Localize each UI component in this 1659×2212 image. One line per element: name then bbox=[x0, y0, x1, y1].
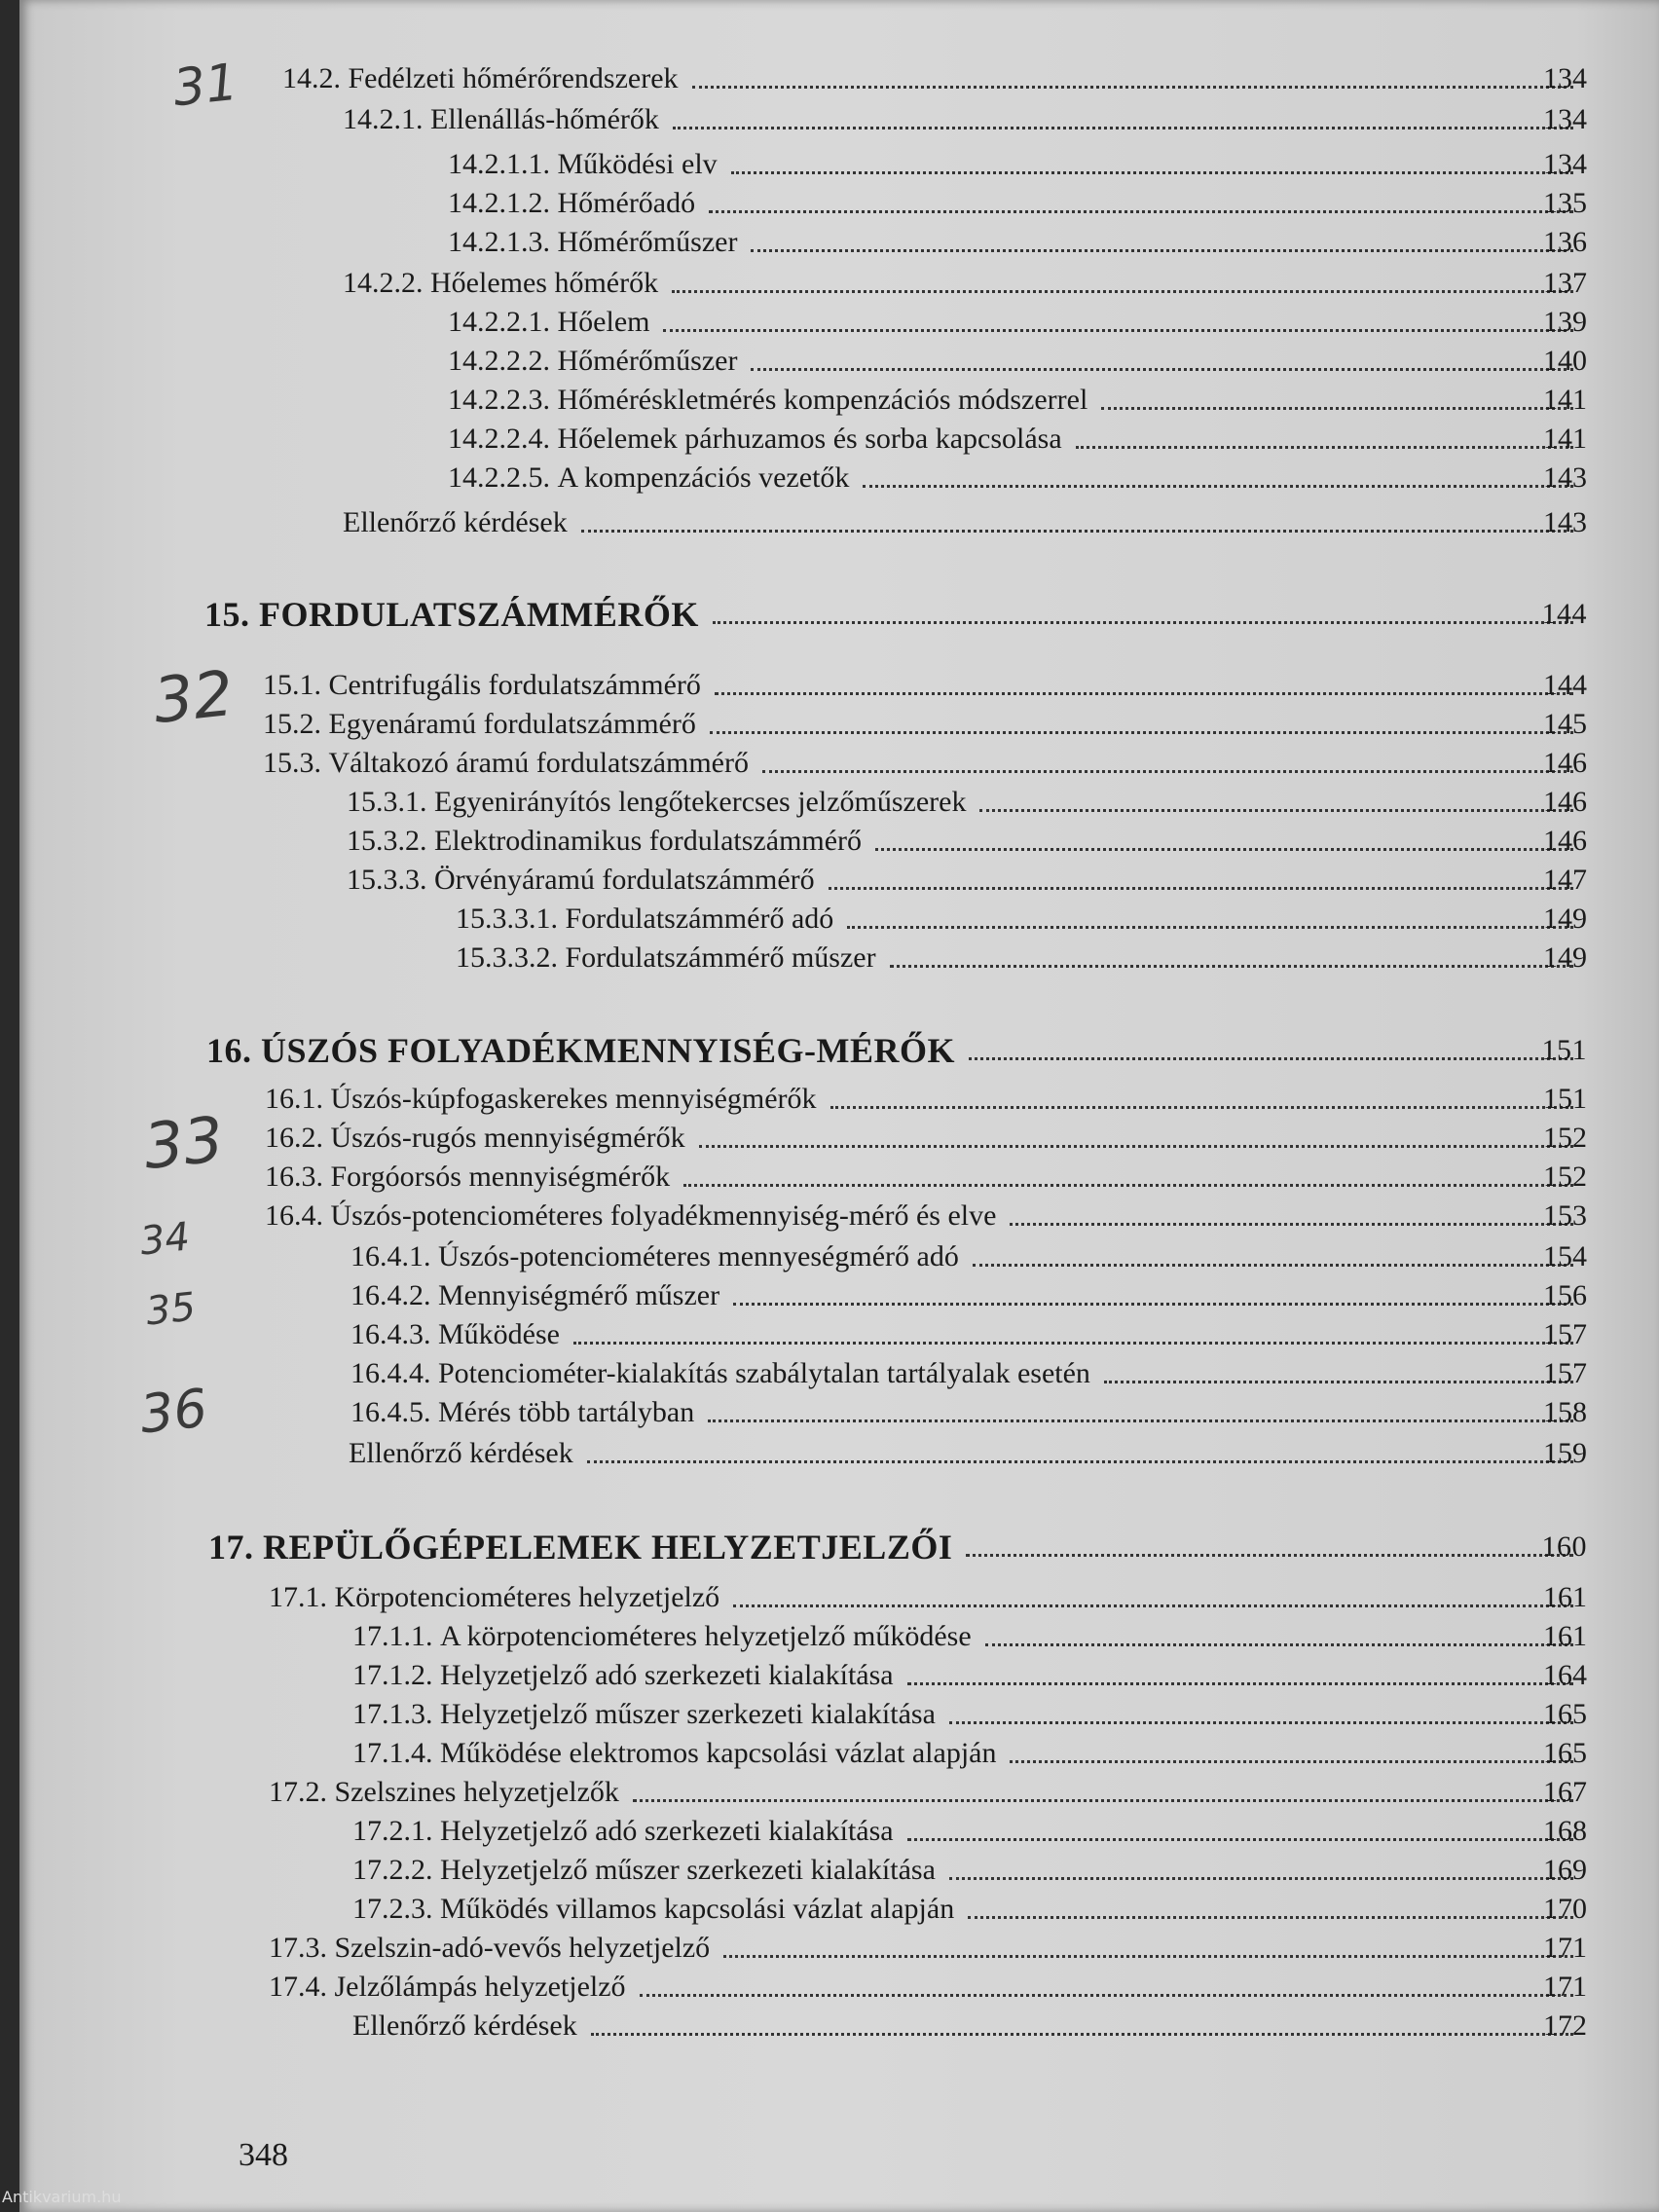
handwritten-note: 31 bbox=[170, 53, 241, 119]
dot-leader bbox=[692, 86, 1573, 89]
entry-title: Centrifugális fordulatszámmérő bbox=[328, 669, 701, 701]
dot-leader bbox=[762, 770, 1573, 773]
entry-title: Mérés több tartályban bbox=[438, 1396, 695, 1428]
dot-leader bbox=[699, 1145, 1573, 1148]
entry-number: 14.2.2.4. bbox=[448, 423, 550, 455]
entry-page: 147 bbox=[1543, 864, 1587, 896]
dot-leader bbox=[673, 127, 1573, 129]
toc-entry bbox=[350, 1355, 1587, 1392]
entry-title: Úszós-kúpfogaskerekes mennyiségmérők bbox=[330, 1083, 817, 1115]
entry-number: 15.3.1. bbox=[347, 786, 427, 818]
handwritten-note: 36 bbox=[136, 1377, 210, 1446]
toc-entry bbox=[448, 421, 1587, 458]
entry-number: 16.2. bbox=[265, 1122, 323, 1154]
dot-leader bbox=[731, 171, 1573, 174]
entry-page: 137 bbox=[1543, 267, 1587, 299]
entry-title: FORDULATSZÁMMÉRŐK bbox=[259, 595, 699, 634]
toc-entry bbox=[347, 862, 1587, 899]
handwritten-note: 32 bbox=[150, 657, 238, 739]
dot-leader bbox=[713, 621, 1573, 624]
toc-entry bbox=[263, 667, 1587, 704]
toc-entry bbox=[448, 224, 1587, 261]
entry-page: 151 bbox=[1541, 1034, 1587, 1066]
dot-leader bbox=[708, 1419, 1573, 1422]
entry-title: A kompenzációs vezetők bbox=[557, 461, 850, 494]
handwritten-note: 35 bbox=[143, 1284, 199, 1335]
entry-number: 17.2.1. bbox=[352, 1815, 433, 1847]
entry-title: Működési elv bbox=[557, 148, 718, 180]
entry-page: 146 bbox=[1543, 747, 1587, 779]
dot-leader bbox=[979, 809, 1573, 812]
entry-number: 16.4.2. bbox=[350, 1279, 431, 1311]
entry-title: Hőelem bbox=[557, 306, 650, 338]
entry-page: 157 bbox=[1543, 1318, 1587, 1350]
entry-page: 143 bbox=[1543, 506, 1587, 538]
entry-number: 15.3.3.2. bbox=[456, 941, 558, 974]
dot-leader bbox=[683, 1184, 1573, 1187]
toc-entry bbox=[350, 1238, 1587, 1275]
entry-number: 16.4.3. bbox=[350, 1318, 431, 1350]
entry-title: Úszós-rugós mennyiségmérők bbox=[330, 1122, 685, 1154]
entry-title: REPÜLŐGÉPELEMEK HELYZETJELZŐI bbox=[263, 1528, 953, 1567]
entry-title: Helyzetjelző adó szerkezeti kialakítása bbox=[440, 1815, 894, 1847]
dot-leader bbox=[723, 1955, 1573, 1958]
entry-number: 17.2.2. bbox=[352, 1854, 433, 1886]
toc-entry bbox=[347, 823, 1587, 860]
entry-title: Potenciométer-kialakítás szabálytalan tartályalak esetén bbox=[438, 1357, 1090, 1389]
entry-title: Szelszin-adó-vevős helyzetjelző bbox=[334, 1932, 711, 1964]
watermark: Antikvarium.hu bbox=[2, 2188, 122, 2206]
entry-number: 17.2. bbox=[269, 1776, 327, 1808]
entry-number: 15.3.2. bbox=[347, 825, 427, 857]
toc-entry bbox=[265, 1081, 1587, 1118]
entry-page: 170 bbox=[1543, 1893, 1587, 1925]
entry-page: 141 bbox=[1543, 384, 1587, 416]
entry-page: 165 bbox=[1543, 1698, 1587, 1730]
entry-number: 14.2.2.1. bbox=[448, 306, 550, 338]
toc-entry bbox=[269, 1774, 1587, 1811]
dot-leader bbox=[751, 249, 1573, 252]
entry-page: 145 bbox=[1543, 708, 1587, 740]
entry-title: Fordulatszámmérő műszer bbox=[565, 941, 876, 974]
dot-leader bbox=[1104, 1381, 1573, 1383]
toc-entry bbox=[269, 1969, 1587, 2006]
entry-title: Elektrodinamikus fordulatszámmérő bbox=[434, 825, 863, 857]
entry-title: Ellenőrző kérdések bbox=[352, 2009, 577, 2042]
dot-leader bbox=[672, 290, 1573, 293]
entry-number: 14.2.2.2. bbox=[448, 345, 550, 377]
entry-title: Fedélzeti hőmérőrendszerek bbox=[348, 62, 679, 94]
dot-leader bbox=[969, 1057, 1573, 1060]
dot-leader bbox=[581, 530, 1573, 533]
toc-entry bbox=[269, 1579, 1587, 1616]
entry-number: 16.4.4. bbox=[350, 1357, 431, 1389]
toc-entry bbox=[263, 706, 1587, 743]
entry-title: A körpotenciométeres helyzetjelző működése bbox=[440, 1620, 972, 1652]
toc-entry bbox=[350, 1394, 1587, 1431]
entry-page: 159 bbox=[1543, 1437, 1587, 1469]
entry-page: 161 bbox=[1543, 1620, 1587, 1652]
entry-title: Hőmérőműszer bbox=[557, 345, 738, 377]
chapter-heading bbox=[206, 1032, 1587, 1069]
entry-page: 154 bbox=[1543, 1240, 1587, 1272]
toc-entry bbox=[352, 1657, 1587, 1694]
entry-number: 14.2.1.3. bbox=[448, 226, 550, 258]
handwritten-note: 33 bbox=[140, 1103, 228, 1185]
dot-leader bbox=[863, 485, 1573, 488]
entry-title: Működése elektromos kapcsolási vázlat alapján bbox=[440, 1737, 997, 1769]
entry-title: Örvényáramú fordulatszámmérő bbox=[434, 864, 815, 896]
entry-page: 152 bbox=[1543, 1122, 1587, 1154]
entry-title: Úszós-potenciométeres folyadékmennyiség-mérő és elve bbox=[330, 1199, 997, 1232]
entry-page: 169 bbox=[1543, 1854, 1587, 1886]
entry-number: 17.1. bbox=[269, 1581, 327, 1613]
entry-page: 167 bbox=[1543, 1776, 1587, 1808]
toc-entry bbox=[448, 382, 1587, 419]
entry-page: 141 bbox=[1543, 423, 1587, 455]
entry-number: 15.1. bbox=[263, 669, 321, 701]
dot-leader bbox=[1010, 1760, 1573, 1763]
entry-number: 17.2.3. bbox=[352, 1893, 433, 1925]
entry-page: 171 bbox=[1543, 1971, 1587, 2003]
dot-leader bbox=[847, 926, 1573, 929]
entry-page: 149 bbox=[1543, 903, 1587, 935]
entry-title: Ellenállás-hőmérők bbox=[430, 103, 659, 135]
toc-entry bbox=[352, 1852, 1587, 1889]
dot-leader bbox=[968, 1916, 1573, 1919]
dot-leader bbox=[751, 368, 1573, 371]
entry-page: 161 bbox=[1543, 1581, 1587, 1613]
entry-page: 135 bbox=[1543, 187, 1587, 219]
toc-entry bbox=[343, 504, 1587, 541]
dot-leader bbox=[907, 1838, 1573, 1841]
entry-title: Szelszines helyzetjelzők bbox=[334, 1776, 619, 1808]
entry-title: ÚSZÓS FOLYADÉKMENNYISÉG-MÉRŐK bbox=[261, 1031, 955, 1070]
toc-entry bbox=[352, 1813, 1587, 1850]
entry-number: 15.3.3.1. bbox=[456, 903, 558, 935]
entry-title: Helyzetjelző műszer szerkezeti kialakítása bbox=[440, 1698, 936, 1730]
entry-title: Egyenáramú fordulatszámmérő bbox=[328, 708, 696, 740]
entry-page: 165 bbox=[1543, 1737, 1587, 1769]
dot-leader bbox=[1101, 407, 1573, 410]
dot-leader bbox=[973, 1264, 1573, 1267]
toc-entry bbox=[352, 1618, 1587, 1655]
dot-leader bbox=[985, 1643, 1573, 1646]
entry-page: 143 bbox=[1543, 461, 1587, 494]
entry-page: 172 bbox=[1543, 2009, 1587, 2042]
entry-title: Egyenirányítós lengőtekercses jelzőműszerek bbox=[434, 786, 967, 818]
dot-leader bbox=[710, 731, 1573, 734]
entry-page: 134 bbox=[1543, 62, 1587, 94]
entry-title: Ellenőrző kérdések bbox=[349, 1437, 573, 1469]
entry-number: 15.3.3. bbox=[347, 864, 427, 896]
dot-leader bbox=[875, 848, 1573, 851]
dot-leader bbox=[949, 1877, 1573, 1880]
entry-number: 14.2.2.5. bbox=[448, 461, 550, 494]
entry-page: 157 bbox=[1543, 1357, 1587, 1389]
toc-entry bbox=[265, 1159, 1587, 1196]
entry-number: 14.2.2. bbox=[343, 267, 424, 299]
entry-title: Fordulatszámmérő adó bbox=[565, 903, 834, 935]
dot-leader bbox=[1076, 446, 1573, 449]
dot-leader bbox=[829, 887, 1573, 890]
chapter-heading bbox=[208, 1529, 1587, 1566]
entry-page: 146 bbox=[1543, 786, 1587, 818]
entry-title: Hőméréskletmérés kompenzációs módszerrel bbox=[557, 384, 1088, 416]
dot-leader bbox=[890, 965, 1573, 968]
entry-number: 14.2.2.3. bbox=[448, 384, 550, 416]
toc-entry bbox=[352, 2008, 1587, 2045]
dot-leader bbox=[591, 2033, 1573, 2036]
entry-number: 16.4.5. bbox=[350, 1396, 431, 1428]
entry-page: 134 bbox=[1543, 103, 1587, 135]
dot-leader bbox=[949, 1721, 1573, 1724]
entry-number: 17.1.3. bbox=[352, 1698, 433, 1730]
entry-page: 152 bbox=[1543, 1161, 1587, 1193]
toc-entry bbox=[347, 784, 1587, 821]
entry-page: 146 bbox=[1543, 825, 1587, 857]
entry-page: 140 bbox=[1543, 345, 1587, 377]
entry-page: 149 bbox=[1543, 941, 1587, 974]
entry-page: 144 bbox=[1543, 669, 1587, 701]
toc-entry bbox=[352, 1735, 1587, 1772]
entry-number: 16.4. bbox=[265, 1199, 323, 1232]
toc-entry bbox=[350, 1316, 1587, 1353]
entry-page: 139 bbox=[1543, 306, 1587, 338]
entry-page: 156 bbox=[1543, 1279, 1587, 1311]
entry-page: 134 bbox=[1543, 148, 1587, 180]
entry-number: 15.2. bbox=[263, 708, 321, 740]
toc-entry bbox=[282, 60, 1587, 97]
dot-leader bbox=[587, 1460, 1573, 1463]
entry-number: 16.3. bbox=[265, 1161, 323, 1193]
toc-entry bbox=[352, 1696, 1587, 1733]
entry-title: Helyzetjelző adó szerkezeti kialakítása bbox=[440, 1659, 894, 1691]
toc-entry bbox=[263, 745, 1587, 782]
dot-leader bbox=[907, 1682, 1573, 1685]
toc-entry bbox=[343, 101, 1587, 138]
dot-leader bbox=[715, 692, 1573, 695]
entry-title: Hőelemek párhuzamos és sorba kapcsolása bbox=[557, 423, 1062, 455]
entry-number: 16.1. bbox=[265, 1083, 323, 1115]
entry-title: Váltakozó áramú fordulatszámmérő bbox=[328, 747, 749, 779]
chapter-heading bbox=[204, 596, 1587, 633]
entry-number: 14.2.1. bbox=[343, 103, 424, 135]
entry-page: 136 bbox=[1543, 226, 1587, 258]
dot-leader bbox=[733, 1303, 1573, 1306]
toc-entry bbox=[352, 1891, 1587, 1928]
page-number: 348 bbox=[239, 2137, 288, 2173]
entry-title: Hőmérőadó bbox=[557, 187, 696, 219]
entry-title: Helyzetjelző műszer szerkezeti kialakítása bbox=[440, 1854, 936, 1886]
entry-title: Forgóorsós mennyiségmérők bbox=[330, 1161, 671, 1193]
entry-number: 17.1.4. bbox=[352, 1737, 433, 1769]
entry-page: 171 bbox=[1543, 1932, 1587, 1964]
entry-page: 168 bbox=[1543, 1815, 1587, 1847]
dot-leader bbox=[640, 1994, 1573, 1997]
dot-leader bbox=[1010, 1223, 1573, 1226]
toc-entry bbox=[456, 901, 1587, 938]
entry-number: 14.2.1.2. bbox=[448, 187, 550, 219]
entry-number: 17.3. bbox=[269, 1932, 327, 1964]
entry-page: 164 bbox=[1543, 1659, 1587, 1691]
entry-number: 17.4. bbox=[269, 1971, 327, 2003]
entry-page: 144 bbox=[1541, 598, 1587, 630]
entry-title: Jelzőlámpás helyzetjelző bbox=[334, 1971, 626, 2003]
toc-entry bbox=[350, 1277, 1587, 1314]
entry-number: 14.2. bbox=[282, 62, 341, 94]
document-page bbox=[19, 0, 1659, 2212]
entry-page: 158 bbox=[1543, 1396, 1587, 1428]
entry-title: Mennyiségmérő műszer bbox=[438, 1279, 720, 1311]
dot-leader bbox=[633, 1799, 1573, 1802]
toc-entry bbox=[265, 1120, 1587, 1157]
toc-entry bbox=[349, 1435, 1587, 1472]
dot-leader bbox=[663, 329, 1573, 332]
toc-entry bbox=[448, 304, 1587, 341]
entry-title: Működése bbox=[438, 1318, 560, 1350]
entry-title: Működés villamos kapcsolási vázlat alapján bbox=[440, 1893, 955, 1925]
entry-number: 15.3. bbox=[263, 747, 321, 779]
entry-page: 160 bbox=[1541, 1530, 1587, 1563]
entry-number: 14.2.1.1. bbox=[448, 148, 550, 180]
toc-entry bbox=[343, 265, 1587, 302]
toc-entry bbox=[448, 146, 1587, 183]
toc-entry bbox=[265, 1198, 1587, 1235]
entry-number: 17.1.1. bbox=[352, 1620, 433, 1652]
entry-number: 16. bbox=[206, 1031, 252, 1070]
entry-title: Hőelemes hőmérők bbox=[430, 267, 659, 299]
entry-page: 151 bbox=[1543, 1083, 1587, 1115]
entry-number: 16.4.1. bbox=[350, 1240, 431, 1272]
toc-entry bbox=[456, 940, 1587, 977]
entry-number: 17.1.2. bbox=[352, 1659, 433, 1691]
dot-leader bbox=[733, 1604, 1573, 1607]
entry-title: Úszós-potenciométeres mennyeségmérő adó bbox=[438, 1240, 959, 1272]
toc-entry bbox=[448, 343, 1587, 380]
dot-leader bbox=[966, 1554, 1573, 1557]
toc-entry bbox=[448, 185, 1587, 222]
toc-entry bbox=[448, 460, 1587, 497]
entry-number: 17. bbox=[208, 1528, 254, 1567]
dot-leader bbox=[573, 1342, 1573, 1345]
toc-entry bbox=[269, 1930, 1587, 1967]
entry-number: 15. bbox=[204, 595, 250, 634]
entry-page: 153 bbox=[1543, 1199, 1587, 1232]
entry-title: Körpotenciométeres helyzetjelző bbox=[334, 1581, 720, 1613]
handwritten-note: 34 bbox=[137, 1214, 193, 1265]
dot-leader bbox=[709, 210, 1573, 213]
dot-leader bbox=[830, 1106, 1573, 1109]
entry-title: Hőmérőműszer bbox=[557, 226, 738, 258]
entry-title: Ellenőrző kérdések bbox=[343, 506, 568, 538]
